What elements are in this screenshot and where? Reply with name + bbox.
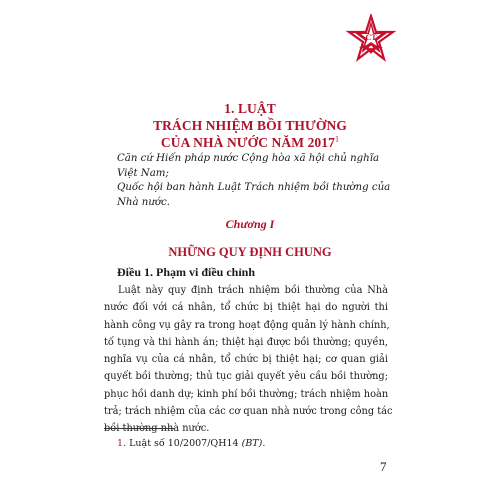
article-body [104, 282, 393, 438]
body-line: trả; trách nhiệm của các cơ quan nhà nước trong công tác [104, 406, 393, 418]
preamble-line: Quốc hội ban hành Luật Trách nhiệm bồi thường của [117, 182, 391, 193]
footnote-reference[interactable]: 1 [334, 134, 340, 144]
title-line-2: TRÁCH NHIỆM BỒI THƯỜNG [153, 118, 347, 133]
title-line-3 [100, 134, 400, 151]
body-line: nghĩa vụ của cá nhân, tổ chức bị thiệt hại; cơ quan giải [104, 354, 388, 366]
footnote-divider [104, 428, 174, 429]
body-line: bồi thường nhà nước. [104, 423, 210, 435]
body-line: phục hồi danh dự; kinh phí bồi thường; trách nhiệm hoàn [104, 388, 389, 400]
body-line: Luật này quy định trách nhiệm bồi thường của Nhà [118, 285, 388, 296]
law-title [100, 100, 400, 151]
body-line: tố tụng và thi hành án; thiệt hại được bồi thường; quyền, [104, 336, 388, 348]
chapter-title: NHỮNG QUY ĐỊNH CHUNG [168, 245, 332, 259]
title-line-3-text: CỦA NHÀ NƯỚC NĂM 2017 [160, 135, 335, 150]
page-number: 7 [380, 459, 387, 474]
footnote-text: Luật số 10/2007/QH14 [129, 438, 239, 449]
body-line: nước đối với cá nhân, tổ chức bị thiệt hại do người thi [104, 302, 388, 314]
preamble [117, 152, 392, 210]
body-line: hành công vụ gây ra trong hoạt động quản lý hành chính, [104, 319, 390, 331]
chapter-number: Chương I [225, 217, 275, 231]
svg-text:CT: CT [365, 33, 377, 42]
preamble-line: Nhà nước. [117, 196, 170, 208]
article-heading: Điều 1. Phạm vi điều chỉnh [117, 265, 256, 279]
chapter-heading [100, 216, 400, 260]
footnote-number: 1. [117, 438, 127, 449]
footnote-source: (BT). [241, 438, 266, 449]
footnote [117, 437, 265, 450]
title-line-1: 1. LUẬT [224, 101, 276, 116]
preamble-line: Căn cứ Hiến pháp nước Cộng hòa xã hội chủ nghĩa [117, 153, 380, 164]
body-line: quyết bồi thường; thủ tục giải quyết yêu cầu bồi thường; [104, 371, 388, 383]
preamble-line: Việt Nam; [117, 167, 169, 179]
publisher-emblem-icon [345, 14, 397, 66]
